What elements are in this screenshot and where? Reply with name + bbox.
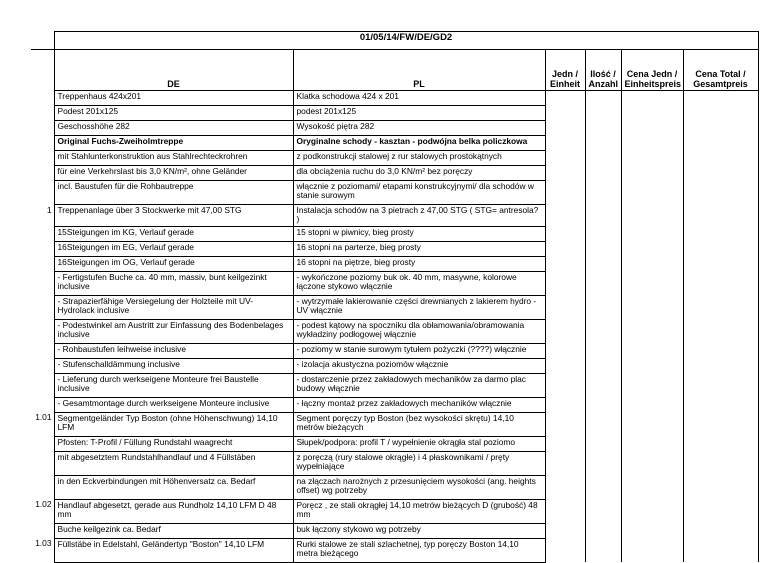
cell-total (683, 319, 758, 343)
row-number (31, 358, 54, 373)
row-number (31, 151, 54, 166)
cell-pl: Poręcz , ze stali okrągłej 14,10 metrów bieżących D (grubość) 48 mm (293, 499, 545, 523)
cell-qty (585, 205, 621, 227)
cell-pl: - wytrzymałe lakierowanie części drewnianych z lakierem hydro - UV włącznie (293, 295, 545, 319)
cell-pl: - łączny montaż przez zakładowych mechaników włącznie (293, 397, 545, 412)
cell-de: Treppenhaus 424x201 (54, 91, 293, 106)
cell-unit (545, 166, 585, 181)
cell-total (683, 343, 758, 358)
cell-unit (545, 499, 585, 523)
cell-de: - Gesamtmontage durch werkseigene Monteure inclusive (54, 397, 293, 412)
cell-qty (585, 136, 621, 151)
cell-unit-price (621, 151, 683, 166)
header-qty: Ilość / Anzahl (585, 50, 621, 91)
cell-total (683, 226, 758, 241)
cell-unit-price (621, 343, 683, 358)
cell-total (683, 523, 758, 538)
cell-pl: - dostarczenie przez zakładowych mechaników za darmo plac budowy włącznie (293, 373, 545, 397)
row-number (31, 91, 54, 106)
table-row (31, 343, 758, 358)
header-unit-price: Cena Jedn / Einheitspreis (621, 50, 683, 91)
table-row (31, 151, 758, 166)
table-row (31, 205, 758, 227)
row-number (31, 106, 54, 121)
cell-unit (545, 226, 585, 241)
cell-unit-price (621, 241, 683, 256)
cell-qty (585, 106, 621, 121)
table-row (31, 226, 758, 241)
cell-de: - Lieferung durch werkseigene Monteure frei Baustelle inclusive (54, 373, 293, 397)
row-number: 1 (46, 204, 52, 215)
cell-unit-price (621, 106, 683, 121)
cell-unit-price (621, 451, 683, 475)
cell-unit-price (621, 256, 683, 271)
cell-pl: z podkonstrukcji stalowej z rur stalowych prostokątnych (293, 151, 545, 166)
cell-qty (585, 91, 621, 106)
cell-unit (545, 358, 585, 373)
cell-de: - Rohbaustufen leihweise inclusive (54, 343, 293, 358)
cell-de: Füllstäbe in Edelstahl, Geländertyp "Boston" 14,10 LFM (54, 538, 293, 562)
cell-unit (545, 91, 585, 106)
cell-unit-price (621, 319, 683, 343)
cell-qty (585, 121, 621, 136)
cell-de: - Strapazierfähige Versiegelung der Holzteile mit UV-Hydrolack inclusive (54, 295, 293, 319)
cell-total (683, 538, 758, 562)
table-row (31, 499, 758, 523)
cell-qty (585, 523, 621, 538)
table-row (31, 271, 758, 295)
cell-qty (585, 241, 621, 256)
row-number (31, 226, 54, 241)
cell-unit (545, 373, 585, 397)
cell-total (683, 358, 758, 373)
row-number: 1.03 (35, 538, 52, 549)
cell-unit (545, 106, 585, 121)
cell-total (683, 397, 758, 412)
header-pl: PL (293, 50, 545, 91)
cell-de: für eine Verkehrslast bis 3,0 KN/m², ohne Geländer (54, 166, 293, 181)
cell-unit (545, 412, 585, 436)
row-number (31, 397, 54, 412)
cell-pl: Segment poręczy typ Boston (bez wysokości skrętu) 14,10 metrów bieżących (293, 412, 545, 436)
cell-total (683, 151, 758, 166)
table-row (31, 181, 758, 205)
cell-total (683, 412, 758, 436)
table-row (31, 538, 758, 562)
cell-pl: 16 stopni na piętrze, bieg prosty (293, 256, 545, 271)
cell-de: mit Stahlunterkonstruktion aus Stahlrechteckrohren (54, 151, 293, 166)
row-number (31, 436, 54, 451)
table-row (31, 358, 758, 373)
cell-unit-price (621, 271, 683, 295)
table-row (31, 412, 758, 436)
cell-unit (545, 241, 585, 256)
cell-total (683, 121, 758, 136)
cell-qty (585, 181, 621, 205)
table-row (31, 295, 758, 319)
cell-unit-price (621, 475, 683, 499)
cell-total (683, 241, 758, 256)
table-row (31, 436, 758, 451)
cell-de: Buche keilgezink ca. Bedarf (54, 523, 293, 538)
cell-unit (545, 397, 585, 412)
cell-unit (545, 151, 585, 166)
cell-qty (585, 226, 621, 241)
cell-total (683, 136, 758, 151)
row-number (31, 181, 54, 205)
cell-unit (545, 319, 585, 343)
table-row (31, 373, 758, 397)
row-number (31, 121, 54, 136)
row-number (31, 451, 54, 475)
cell-pl: - wykończone poziomy buk ok. 40 mm, masywne, kolorowe łączone stykowo włącznie (293, 271, 545, 295)
cell-unit (545, 271, 585, 295)
cell-total (683, 271, 758, 295)
cell-qty (585, 436, 621, 451)
cell-unit-price (621, 412, 683, 436)
row-number (31, 136, 54, 151)
cell-unit-price (621, 91, 683, 106)
row-number (31, 295, 54, 319)
cell-pl: Rurki stalowe ze stali szlachetnej, typ poręczy Boston 14,10 metra bieżącego (293, 538, 545, 562)
table-row (31, 475, 758, 499)
row-number (31, 523, 54, 538)
table-row (31, 136, 758, 151)
row-number (31, 256, 54, 271)
table-row (31, 121, 758, 136)
table-row (31, 256, 758, 271)
header-total: Cena Total / Gesamtpreis (683, 50, 758, 91)
cell-pl: Słupek/podpora: profil T / wypełnienie okrągła stal poziomo (293, 436, 545, 451)
cell-pl: 15 stopni w piwnicy, bieg prosty (293, 226, 545, 241)
cell-de: Handlauf abgesetzt, gerade aus Rundholz 14,10 LFM D 48 mm (54, 499, 293, 523)
row-number: 1.02 (35, 499, 52, 510)
cell-unit (545, 256, 585, 271)
cell-qty (585, 475, 621, 499)
spreadsheet (31, 31, 758, 559)
cell-de: incl. Baustufen für die Rohbautreppe (54, 181, 293, 205)
cell-pl: włącznie z poziomami/ etapami konstrukcyjnymi/ dla schodów w stanie surowym (293, 181, 545, 205)
cell-unit-price (621, 166, 683, 181)
row-number (31, 319, 54, 343)
cell-unit-price (621, 358, 683, 373)
cell-qty (585, 499, 621, 523)
cell-unit (545, 523, 585, 538)
cell-de: in den Eckverbindungen mit Höhenversatz ca. Bedarf (54, 475, 293, 499)
cell-unit (545, 343, 585, 358)
cell-de: 15Steigungen im KG, Verlauf gerade (54, 226, 293, 241)
cell-unit-price (621, 397, 683, 412)
cell-total (683, 181, 758, 205)
cell-unit (545, 205, 585, 227)
doc-id: 01/05/14/FW/DE/GD2 (54, 32, 758, 50)
row-number (31, 373, 54, 397)
cell-qty (585, 538, 621, 562)
header-unit: Jedn / Einheit (545, 50, 585, 91)
cell-unit (545, 451, 585, 475)
cell-unit-price (621, 121, 683, 136)
cell-qty (585, 295, 621, 319)
cell-pl: - izolacja akustyczna poziomów włącznie (293, 358, 545, 373)
row-number (31, 475, 54, 499)
doc-id-row (31, 32, 758, 50)
table-row (31, 319, 758, 343)
cell-unit-price (621, 181, 683, 205)
cell-pl: dla obciążenia ruchu do 3,0 KN/m² bez poręczy (293, 166, 545, 181)
cell-qty (585, 256, 621, 271)
cell-unit-price (621, 205, 683, 227)
cell-de: Pfosten: T-Profil / Füllung Rundstahl waagrecht (54, 436, 293, 451)
cell-pl: - poziomy w stanie surowym tytułem pożyczki (????) włącznie (293, 343, 545, 358)
cell-unit-price (621, 373, 683, 397)
cell-unit-price (621, 226, 683, 241)
row-number (31, 166, 54, 181)
cell-de: Treppenanlage über 3 Stockwerke mit 47,00 STG (54, 205, 293, 227)
cell-total (683, 499, 758, 523)
cell-unit-price (621, 538, 683, 562)
cell-unit (545, 121, 585, 136)
cell-total (683, 373, 758, 397)
cell-unit (545, 295, 585, 319)
cell-de: Geschosshöhe 282 (54, 121, 293, 136)
cell-unit-price (621, 136, 683, 151)
cell-pl: buk łączony stykowo wg potrzeby (293, 523, 545, 538)
cell-de: Original Fuchs-Zweiholmtreppe (54, 136, 293, 151)
cell-qty (585, 319, 621, 343)
cell-unit-price (621, 523, 683, 538)
cell-de: 16Steigungen im EG, Verlauf gerade (54, 241, 293, 256)
table-row (31, 241, 758, 256)
cell-total (683, 295, 758, 319)
cell-qty (585, 358, 621, 373)
table-row (31, 451, 758, 475)
cell-de: Podest 201x125 (54, 106, 293, 121)
row-number: 1.01 (35, 412, 52, 423)
cell-total (683, 436, 758, 451)
cell-qty (585, 412, 621, 436)
cell-unit (545, 181, 585, 205)
table-row (31, 106, 758, 121)
cell-total (683, 106, 758, 121)
cell-unit (545, 538, 585, 562)
cell-pl: Klatka schodowa 424 x 201 (293, 91, 545, 106)
cell-pl: Oryginalne schody - kasztan - podwójna belka policzkowa (293, 136, 545, 151)
cell-qty (585, 166, 621, 181)
cell-qty (585, 151, 621, 166)
cell-pl: na złączach narożnych z przesunięciem wysokości (ang. heights offset) wg potrzeby (293, 475, 545, 499)
cell-unit-price (621, 499, 683, 523)
row-number (31, 271, 54, 295)
table-row (31, 397, 758, 412)
cell-total (683, 205, 758, 227)
cell-unit-price (621, 295, 683, 319)
table-row (31, 91, 758, 106)
cell-unit-price (621, 436, 683, 451)
cell-total (683, 475, 758, 499)
row-number (31, 241, 54, 256)
header-de: DE (54, 50, 293, 91)
cell-pl: - podest kątowy na spoczniku dla obłamowania/obramowania wykładziny podłogowej włącznie (293, 319, 545, 343)
cell-total (683, 256, 758, 271)
row-number (31, 343, 54, 358)
cell-de: - Podestwinkel am Austritt zur Einfassung des Bodenbelages inclusive (54, 319, 293, 343)
cell-qty (585, 451, 621, 475)
cell-unit (545, 475, 585, 499)
cell-pl: Wysokość piętra 282 (293, 121, 545, 136)
cell-qty (585, 271, 621, 295)
quote-table (31, 31, 759, 563)
cell-de: mit abgesetztem Rundstahlhandlauf und 4 Füllstäben (54, 451, 293, 475)
cell-unit (545, 436, 585, 451)
cell-total (683, 451, 758, 475)
table-row (31, 523, 758, 538)
cell-pl: z poręczą (rury stalowe okrągłe) i 4 płaskownikami / pręty wypełniające (293, 451, 545, 475)
cell-de: Segmentgeländer Typ Boston (ohne Höhenschwung) 14,10 LFM (54, 412, 293, 436)
cell-pl: Instalacja schodów na 3 pietrach z 47,00 STG ( STG= antresola? ) (293, 205, 545, 227)
cell-qty (585, 397, 621, 412)
cell-pl: podest 201x125 (293, 106, 545, 121)
cell-unit (545, 136, 585, 151)
cell-pl: 16 stopni na parterze, bieg prosty (293, 241, 545, 256)
table-row (31, 166, 758, 181)
cell-de: - Fertigstufen Buche ca. 40 mm, massiv, bunt keilgezinkt inclusive (54, 271, 293, 295)
cell-de: - Stufenschalldämmung inclusive (54, 358, 293, 373)
cell-de: 16Steigungen im OG, Verlauf gerade (54, 256, 293, 271)
cell-qty (585, 343, 621, 358)
cell-total (683, 166, 758, 181)
header-row (31, 50, 758, 91)
cell-total (683, 91, 758, 106)
cell-qty (585, 373, 621, 397)
